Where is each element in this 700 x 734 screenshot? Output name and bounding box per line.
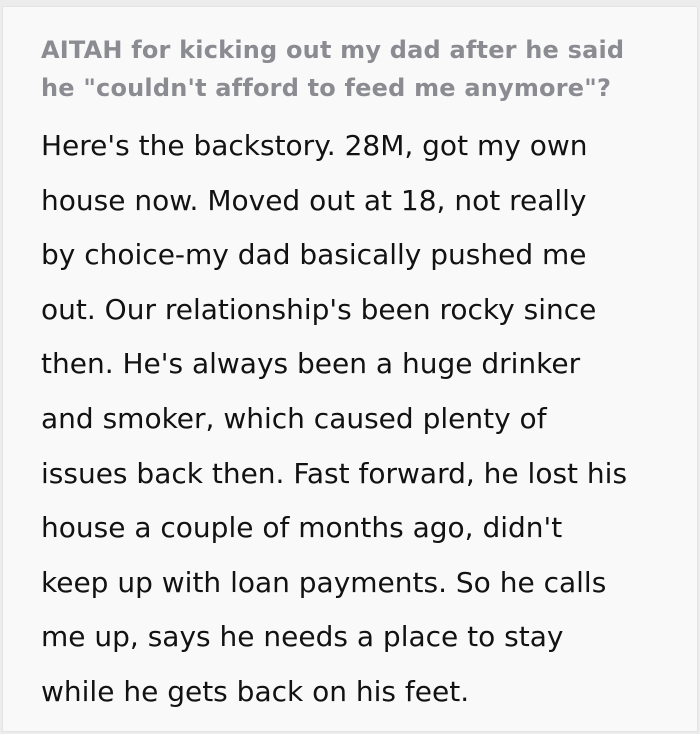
post-card	[2, 6, 698, 732]
post-title	[41, 31, 669, 107]
post-body-line-11: while he gets back on his feet.	[41, 674, 470, 708]
post-body-line-5: then. He's always been a huge drinker	[41, 347, 581, 381]
post-body-line-9: keep up with loan payments. So he calls	[41, 565, 607, 599]
post-body-line-7: issues back then. Fast forward, he lost his	[41, 456, 628, 490]
post-body	[41, 119, 669, 720]
post-body-line-4: out. Our relationship's been rocky since	[41, 292, 597, 326]
post-body-line-1: Here's the backstory. 28M, got my own	[41, 129, 588, 162]
post-title-line-1: AITAH for kicking out my dad after he said	[41, 36, 625, 64]
post-body-line-8: house a couple of months ago, didn't	[41, 511, 563, 545]
post-title-line-2: he "couldn't afford to feed me anymore"?	[41, 74, 612, 102]
post-body-line-2: house now. Moved out at 18, not really	[41, 183, 587, 217]
post-body-line-10: me up, says he needs a place to stay	[41, 620, 564, 654]
post-body-line-6: and smoker, which caused plenty of	[41, 401, 547, 435]
post-body-line-3: by choice-my dad basically pushed me	[41, 238, 587, 272]
